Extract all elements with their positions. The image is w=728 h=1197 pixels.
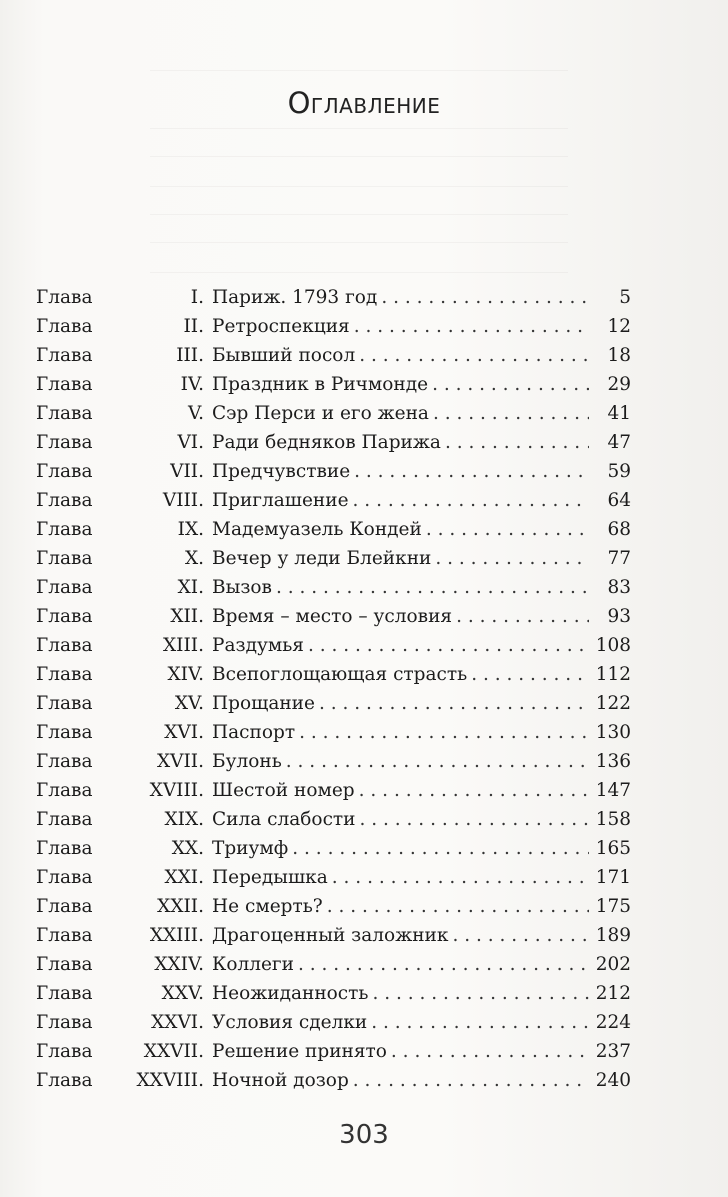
- dot-leader: [353, 486, 589, 515]
- chapter-word: Глава: [36, 287, 93, 308]
- toc-entry: [36, 544, 631, 573]
- chapter-number: XXV.: [161, 983, 204, 1004]
- chapter-title: Париж. 1793 год: [212, 287, 378, 308]
- chapter-number: I.: [190, 287, 204, 308]
- dot-leader: [471, 660, 589, 689]
- bleed-through-line: [150, 60, 568, 71]
- chapter-word: Глава: [36, 838, 93, 859]
- dot-leader: [319, 689, 589, 718]
- chapter-number: VII.: [170, 461, 204, 482]
- toc-entry: [36, 457, 631, 486]
- chapter-title: Ретроспекция: [212, 316, 350, 337]
- chapter-number: IX.: [177, 519, 204, 540]
- dot-leader: [276, 573, 589, 602]
- chapter-word: Глава: [36, 809, 93, 830]
- chapter-word: Глава: [36, 519, 93, 540]
- chapter-word: Глава: [36, 432, 93, 453]
- dot-leader: [391, 1037, 589, 1066]
- chapter-word: Глава: [36, 867, 93, 888]
- chapter-word: Глава: [36, 316, 93, 337]
- dot-leader: [371, 1008, 589, 1037]
- chapter-page: 158: [595, 809, 631, 830]
- dot-leader: [327, 892, 589, 921]
- chapter-title: Сэр Перси и его жена: [212, 403, 429, 424]
- chapter-page: 59: [607, 461, 631, 482]
- chapter-title: Не смерть?: [212, 896, 323, 917]
- chapter-number: XIV.: [167, 664, 204, 685]
- toc-entry: [36, 341, 631, 370]
- toc-entry: [36, 776, 631, 805]
- chapter-number: XXII.: [157, 896, 204, 917]
- chapter-word: Глава: [36, 896, 93, 917]
- chapter-page: 77: [607, 548, 631, 569]
- chapter-number: XXIII.: [149, 925, 204, 946]
- chapter-number: XX.: [171, 838, 204, 859]
- toc-entry: [36, 602, 631, 631]
- chapter-word: Глава: [36, 345, 93, 366]
- toc-entry: [36, 689, 631, 718]
- chapter-page: 83: [607, 577, 631, 598]
- dot-leader: [426, 515, 589, 544]
- chapter-title: Паспорт: [212, 722, 296, 743]
- dot-leader: [381, 283, 589, 312]
- toc-entry: [36, 718, 631, 747]
- chapter-title: Вечер у леди Блейкни: [212, 548, 432, 569]
- dot-leader: [456, 602, 589, 631]
- bleed-through-line: [150, 176, 568, 187]
- chapter-number: VIII.: [162, 490, 204, 511]
- dot-leader: [372, 979, 589, 1008]
- chapter-number: II.: [183, 316, 204, 337]
- chapter-word: Глава: [36, 693, 93, 714]
- chapter-number: XV.: [174, 693, 204, 714]
- chapter-page: 47: [607, 432, 631, 453]
- chapter-title: Ради бедняков Парижа: [212, 432, 441, 453]
- toc-entry: [36, 747, 631, 776]
- chapter-number: XXVI.: [151, 1012, 204, 1033]
- chapter-number: XII.: [170, 606, 204, 627]
- chapter-page: 5: [619, 287, 631, 308]
- dot-leader: [299, 718, 589, 747]
- dot-leader: [286, 747, 589, 776]
- chapter-page: 165: [595, 838, 631, 859]
- chapter-title: Вызов: [212, 577, 272, 598]
- chapter-word: Глава: [36, 780, 93, 801]
- chapter-word: Глава: [36, 925, 93, 946]
- toc-entry: [36, 515, 631, 544]
- dot-leader: [433, 399, 589, 428]
- chapter-number: XXVII.: [143, 1041, 204, 1062]
- dot-leader: [359, 341, 589, 370]
- chapter-page: 41: [607, 403, 631, 424]
- chapter-word: Глава: [36, 403, 93, 424]
- bleed-through-line: [150, 232, 568, 243]
- chapter-number: X.: [184, 548, 204, 569]
- bleed-through-line: [150, 262, 568, 273]
- chapter-title: Прощание: [212, 693, 315, 714]
- chapter-number: VI.: [177, 432, 204, 453]
- chapter-page: 122: [595, 693, 631, 714]
- chapter-word: Глава: [36, 548, 93, 569]
- chapter-word: Глава: [36, 954, 93, 975]
- chapter-page: 12: [607, 316, 631, 337]
- chapter-word: Глава: [36, 635, 93, 656]
- chapter-number: XI.: [177, 577, 204, 598]
- chapter-page: 112: [595, 664, 631, 685]
- dot-leader: [445, 428, 589, 457]
- chapter-page: 64: [607, 490, 631, 511]
- toc-entry: [36, 834, 631, 863]
- dot-leader: [332, 863, 589, 892]
- chapter-number: XXI.: [164, 867, 204, 888]
- toc-entry: [36, 399, 631, 428]
- chapter-number: XVI.: [164, 722, 204, 743]
- chapter-word: Глава: [36, 374, 93, 395]
- chapter-title: Раздумья: [212, 635, 304, 656]
- chapter-page: 189: [595, 925, 631, 946]
- chapter-number: IV.: [180, 374, 204, 395]
- chapter-page: 136: [595, 751, 631, 772]
- chapter-title: Драгоценный заложник: [212, 925, 449, 946]
- chapter-title: Передышка: [212, 867, 328, 888]
- chapter-word: Глава: [36, 461, 93, 482]
- chapter-word: Глава: [36, 983, 93, 1004]
- toc-entry: [36, 428, 631, 457]
- chapter-word: Глава: [36, 1012, 93, 1033]
- chapter-title: Условия сделки: [212, 1012, 368, 1033]
- dot-leader: [359, 776, 589, 805]
- chapter-number: XXVIII.: [136, 1070, 204, 1091]
- chapter-title: Булонь: [212, 751, 282, 772]
- dot-leader: [452, 921, 589, 950]
- page-number: 303: [339, 1120, 389, 1150]
- chapter-word: Глава: [36, 664, 93, 685]
- chapter-page: 237: [595, 1041, 631, 1062]
- chapter-title: Бывший посол: [212, 345, 356, 366]
- toc-entry: [36, 631, 631, 660]
- toc-entry: [36, 573, 631, 602]
- chapter-title: Мадемуазель Кондей: [212, 519, 422, 540]
- table-of-contents: [36, 283, 631, 1095]
- chapter-number: III.: [176, 345, 204, 366]
- dot-leader: [354, 312, 589, 341]
- toc-entry: [36, 312, 631, 341]
- chapter-title: Праздник в Ричмонде: [212, 374, 429, 395]
- toc-entry: [36, 1008, 631, 1037]
- chapter-title: Триумф: [212, 838, 289, 859]
- dot-leader: [298, 950, 589, 979]
- chapter-title: Неожиданность: [212, 983, 369, 1004]
- chapter-page: 108: [595, 635, 631, 656]
- chapter-title: Шестой номер: [212, 780, 355, 801]
- chapter-title: Коллеги: [212, 954, 294, 975]
- bleed-through-line: [150, 146, 568, 157]
- chapter-title: Предчувствие: [212, 461, 351, 482]
- chapter-page: 212: [595, 983, 631, 1004]
- chapter-word: Глава: [36, 751, 93, 772]
- chapter-page: 224: [595, 1012, 631, 1033]
- chapter-word: Глава: [36, 577, 93, 598]
- dot-leader: [308, 631, 589, 660]
- chapter-number: XVII.: [156, 751, 204, 772]
- chapter-page: 18: [607, 345, 631, 366]
- chapter-word: Глава: [36, 1070, 93, 1091]
- chapter-page: 147: [595, 780, 631, 801]
- toc-entry: [36, 892, 631, 921]
- chapter-title: Время – место – условия: [212, 606, 453, 627]
- chapter-title: Решение принято: [212, 1041, 387, 1062]
- toc-entry: [36, 660, 631, 689]
- toc-entry: [36, 370, 631, 399]
- dot-leader: [292, 834, 589, 863]
- toc-entry: [36, 863, 631, 892]
- chapter-page: 68: [607, 519, 631, 540]
- chapter-page: 130: [595, 722, 631, 743]
- chapter-page: 202: [595, 954, 631, 975]
- chapter-title: Всепоглощающая страсть: [212, 664, 468, 685]
- chapter-page: 175: [595, 896, 631, 917]
- chapter-word: Глава: [36, 606, 93, 627]
- bleed-through-line: [150, 204, 568, 215]
- chapter-page: 240: [595, 1070, 631, 1091]
- chapter-number: XIX.: [164, 809, 204, 830]
- toc-entry: [36, 950, 631, 979]
- dot-leader: [432, 370, 589, 399]
- dot-leader: [353, 1066, 589, 1095]
- chapter-page: 171: [595, 867, 631, 888]
- chapter-number: V.: [187, 403, 204, 424]
- page-title: Оглавление: [287, 86, 441, 120]
- toc-entry: [36, 1066, 631, 1095]
- toc-entry: [36, 486, 631, 515]
- chapter-page: 29: [607, 374, 631, 395]
- chapter-number: XVIII.: [149, 780, 204, 801]
- dot-leader: [360, 805, 590, 834]
- dot-leader: [354, 457, 589, 486]
- toc-entry: [36, 805, 631, 834]
- chapter-title: Сила слабости: [212, 809, 356, 830]
- dot-leader: [435, 544, 589, 573]
- toc-entry: [36, 283, 631, 312]
- chapter-word: Глава: [36, 722, 93, 743]
- chapter-title: Приглашение: [212, 490, 349, 511]
- chapter-number: XXIV.: [154, 954, 204, 975]
- toc-entry: [36, 979, 631, 1008]
- chapter-word: Глава: [36, 490, 93, 511]
- chapter-title: Ночной дозор: [212, 1070, 349, 1091]
- toc-entry: [36, 921, 631, 950]
- chapter-word: Глава: [36, 1041, 93, 1062]
- chapter-number: XIII.: [163, 635, 204, 656]
- chapter-page: 93: [607, 606, 631, 627]
- toc-entry: [36, 1037, 631, 1066]
